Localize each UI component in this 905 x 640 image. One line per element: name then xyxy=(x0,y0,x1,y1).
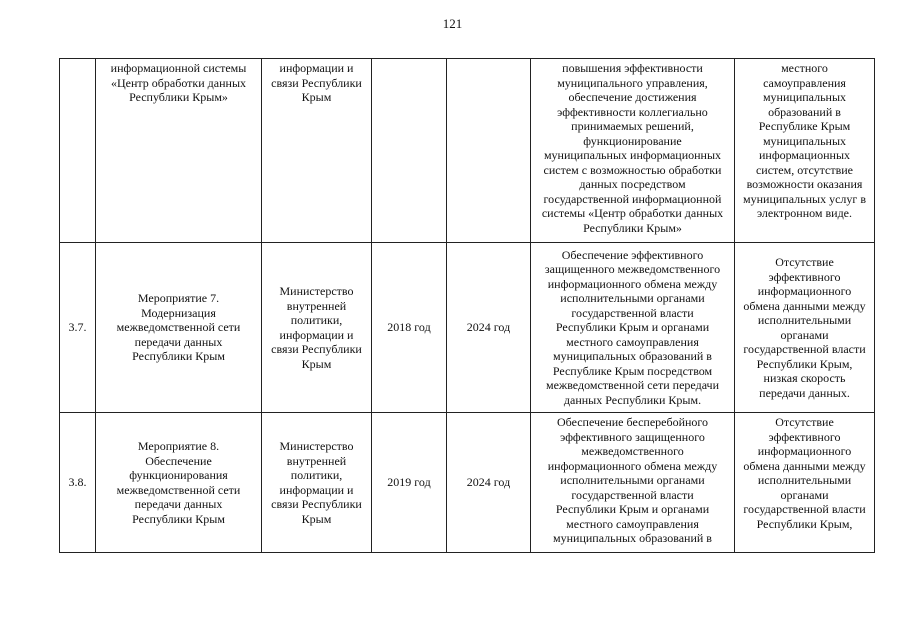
table-row xyxy=(60,413,875,553)
expected-result-cell: повышения эффективности муниципального управления, обеспечение достижения эффективности коллегиально принимаемых решений, функционирование муниципальных информационных систем с возможностью обработки данных посредством государственной информационной системы «Центр обработки данных Республики Крым» xyxy=(531,59,735,243)
start-year-cell: 2018 год xyxy=(372,243,447,413)
start-year-cell: 2019 год xyxy=(372,413,447,553)
consequence-cell: Отсутствие эффективного информационного обмена данными между исполнительными органами государственной власти Республики Крым, xyxy=(735,413,875,553)
expected-result-cell: Обеспечение бесперебойного эффективного защищенного межведомственного информационного обмена между исполнительными органами государственной власти Республики Крым и органами местного самоуправления муниципальных образований в xyxy=(531,413,735,553)
measure-name-cell: Мероприятие 8. Обеспечение функционирования межведомственной сети передачи данных Республики Крым xyxy=(96,413,262,553)
executor-cell: информации и связи Республики Крым xyxy=(262,59,372,243)
measure-name-cell: информационной системы «Центр обработки данных Республики Крым» xyxy=(96,59,262,243)
row-number-cell: 3.7. xyxy=(60,243,96,413)
end-year-cell: 2024 год xyxy=(447,413,531,553)
page-number: 121 xyxy=(442,16,463,31)
row-number-cell xyxy=(60,59,96,243)
measures-table xyxy=(59,58,875,553)
table-row xyxy=(60,59,875,243)
end-year-cell: 2024 год xyxy=(447,243,531,413)
consequence-cell: местного самоуправления муниципальных образований в Республике Крым муниципальных информационных систем, отсутствие возможности оказания муниципальных услуг в электронном виде. xyxy=(735,59,875,243)
start-year-cell xyxy=(372,59,447,243)
executor-cell: Министерство внутренней политики, информации и связи Республики Крым xyxy=(262,243,372,413)
measure-name-cell: Мероприятие 7. Модернизация межведомственной сети передачи данных Республики Крым xyxy=(96,243,262,413)
executor-cell: Министерство внутренней политики, информации и связи Республики Крым xyxy=(262,413,372,553)
table-row xyxy=(60,243,875,413)
expected-result-cell: Обеспечение эффективного защищенного межведомственного информационного обмена между исполнительными органами государственной власти Республики Крым и органами местного самоуправления муниципальных образований в Республике Крым посредством межведомственной сети передачи данных Республики Крым. xyxy=(531,243,735,413)
end-year-cell xyxy=(447,59,531,243)
row-number-cell: 3.8. xyxy=(60,413,96,553)
consequence-cell: Отсутствие эффективного информационного обмена данными между исполнительными органами государственной власти Республики Крым, низкая скорость передачи данных. xyxy=(735,243,875,413)
